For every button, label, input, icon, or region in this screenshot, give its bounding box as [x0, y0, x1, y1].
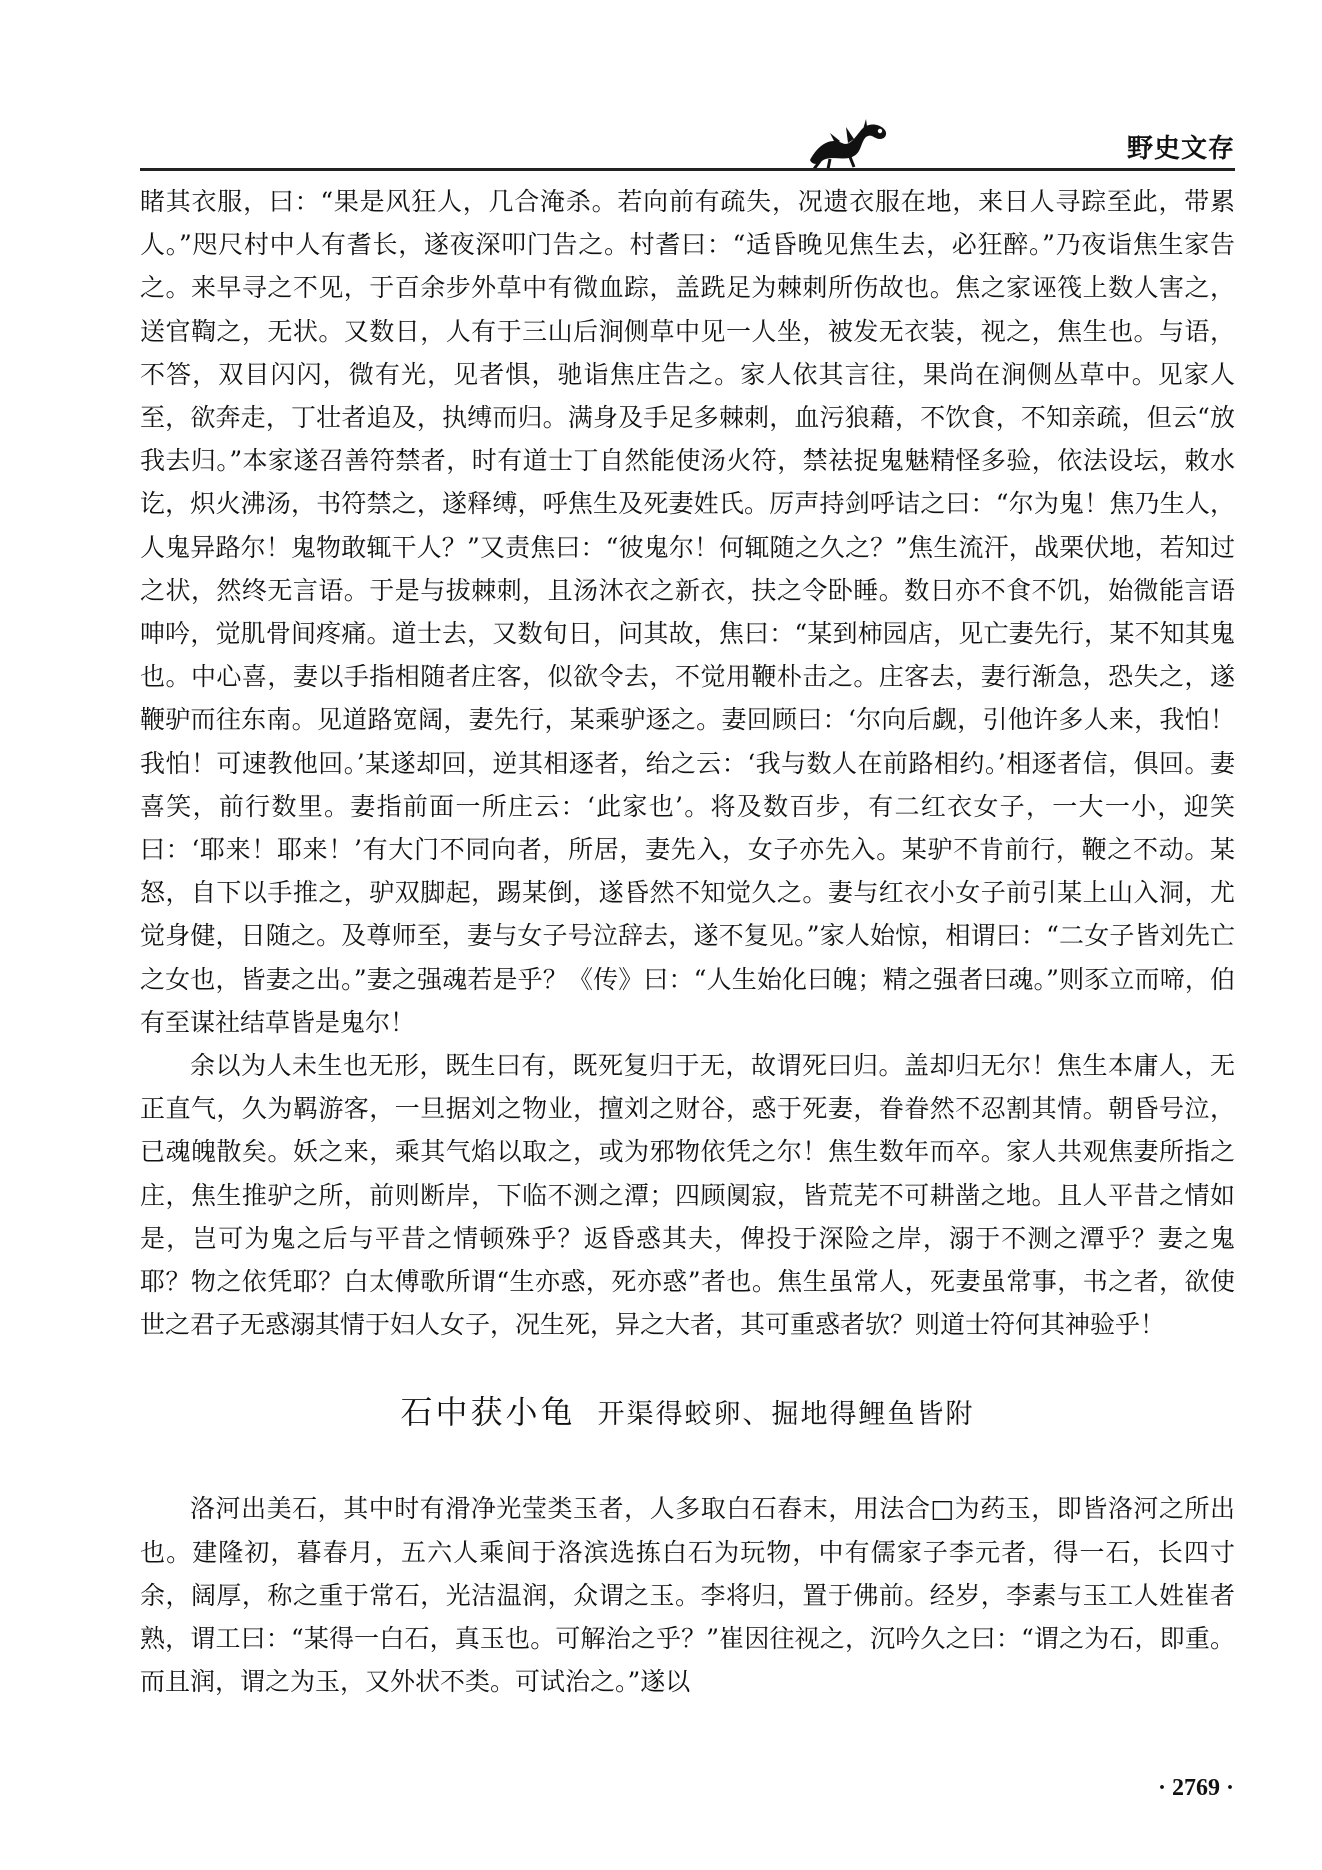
section-heading	[140, 1392, 1235, 1435]
section-title: 石中获小龟	[400, 1393, 576, 1432]
body-paragraph-1: 睹其衣服，曰：“果是风狂人，几合淹杀。若向前有疏失，况遗衣服在地，来日人寻踪至此，带累人。”咫尺村中人有耆长，遂夜深叩门告之。村耆曰：“适昏晚见焦生去，必狂醉。”乃夜诣焦生家告之。来早寻之不见，于百余步外草中有微血踪，盖跣足为棘刺所伤故也。焦之家诬筏上数人害之，送官鞫之，无状。又数日，人有于三山后涧侧草中见一人坐，被发无衣装，视之，焦生也。与语，不答，双目闪闪，微有光，见者惧，驰诣焦庄告之。家人依其言往，果尚在涧侧丛草中。见家人至，欲奔走，丁壮者追及，执缚而归。满身及手足多棘刺，血污狼藉，不饮食，不知亲疏，但云“放我去归。”本家遂召善符禁者，时有道士丁自然能使汤火符，禁祛捉鬼魅精怪多验，依法设坛，敕水讫，炽火沸汤，书符禁之，遂释缚，呼焦生及死妻姓氏。厉声持剑呼诘之曰：“尔为鬼！焦乃生人，人鬼异路尔！鬼物敢辄干人？”又责焦曰：“彼鬼尔！何辄随之久之？”焦生流汗，战栗伏地，若知过之状，然终无言语。于是与拔棘刺，且汤沐衣之新衣，扶之令卧睡。数日亦不食不饥，始微能言语呻吟，觉肌骨间疼痛。道士去，又数旬日，问其故，焦曰：“某到柿园店，见亡妻先行，某不知其鬼也。中心喜，妻以手指相随者庄客，似欲令去，不觉用鞭朴击之。庄客去，妻行渐急，恐失之，遂鞭驴而往东南。见道路宽阔，妻先行，某乘驴逐之。妻回顾曰：‘尔向后觑，引他许多人来，我怕！我怕！可速教他回。’某遂却回，逆其相逐者，绐之云：‘我与数人在前路相约。’相逐者信，俱回。妻喜笑，前行数里。妻指前面一所庄云：‘此家也’。将及数百步，有二红衣女子，一大一小，迎笑曰：‘耶来！耶来！’有大门不同向者，所居，妻先入，女子亦先入。某驴不肯前行，鞭之不动。某怒，自下以手推之，驴双脚起，踢某倒，遂昏然不知觉久之。妻与红衣小女子前引某上山入洞，尤觉身健，日随之。及尊师至，妻与女子号泣辞去，遂不复见。”家人始惊，相谓曰：“二女子皆刘先亡之女也，皆妻之出。”妻之强魂若是乎？《传》曰：“人生始化曰魄；精之强者曰魂。”则豕立而啼，伯有至谋社结草皆是鬼尔！	[140, 187, 1235, 1037]
body-paragraph-2: 余以为人未生也无形，既生曰有，既死复归于无，故谓死曰归。盖却归无尔！焦生本庸人，无正直气，久为羁游客，一旦据刘之物业，擅刘之财谷，惑于死妻，眷眷然不忍割其情。朝昏号泣，已魂魄散矣。妖之来，乘其气焰以取之，或为邪物依凭之尔！焦生数年而卒。家人共观焦妻所指之庄，焦生推驴之所，前则断岸，下临不测之潭；四顾阒寂，皆荒芜不可耕凿之地。且人平昔之情如是，岂可为鬼之后与平昔之情顿殊乎？返昏惑其夫，俾投于深险之岸，溺于不测之潭乎？妻之鬼耶？物之依凭耶？白太傅歌所谓“生亦惑，死亦惑”者也。焦生虽常人，死妻虽常事，书之者，欲使世之君子无惑溺其情于妇人女子，况生死，异之大者，其可重惑者欤？则道士符何其神验乎！	[140, 1051, 1235, 1340]
header-title: 野史文存	[1126, 134, 1235, 164]
page-number: · 2769 ·	[1157, 1775, 1234, 1801]
header-divider	[140, 168, 1235, 171]
dragon-icon	[800, 115, 900, 170]
running-header	[140, 110, 1235, 170]
page-body	[140, 180, 1235, 1704]
section-subtitle: 开渠得蛟卵、掘地得鲤鱼皆附	[597, 1399, 975, 1431]
section-paragraph: 洛河出美石，其中时有滑净光莹类玉者，人多取白石舂末，用法合□为药玉，即皆洛河之所出也。建隆初，暮春月，五六人乘间于洛滨选拣白石为玩物，中有儒家子李元者，得一石，长四寸余，阔厚，称之重于常石，光洁温润，众谓之玉。李将归，置于佛前。经岁，李素与玉工人姓崔者熟，谓工曰：“某得一白石，真玉也。可解治之乎？”崔因往视之，沉吟久之曰：“谓之为石，即重。而且润，谓之为玉，又外状不类。可试治之。”遂以	[140, 1494, 1235, 1697]
